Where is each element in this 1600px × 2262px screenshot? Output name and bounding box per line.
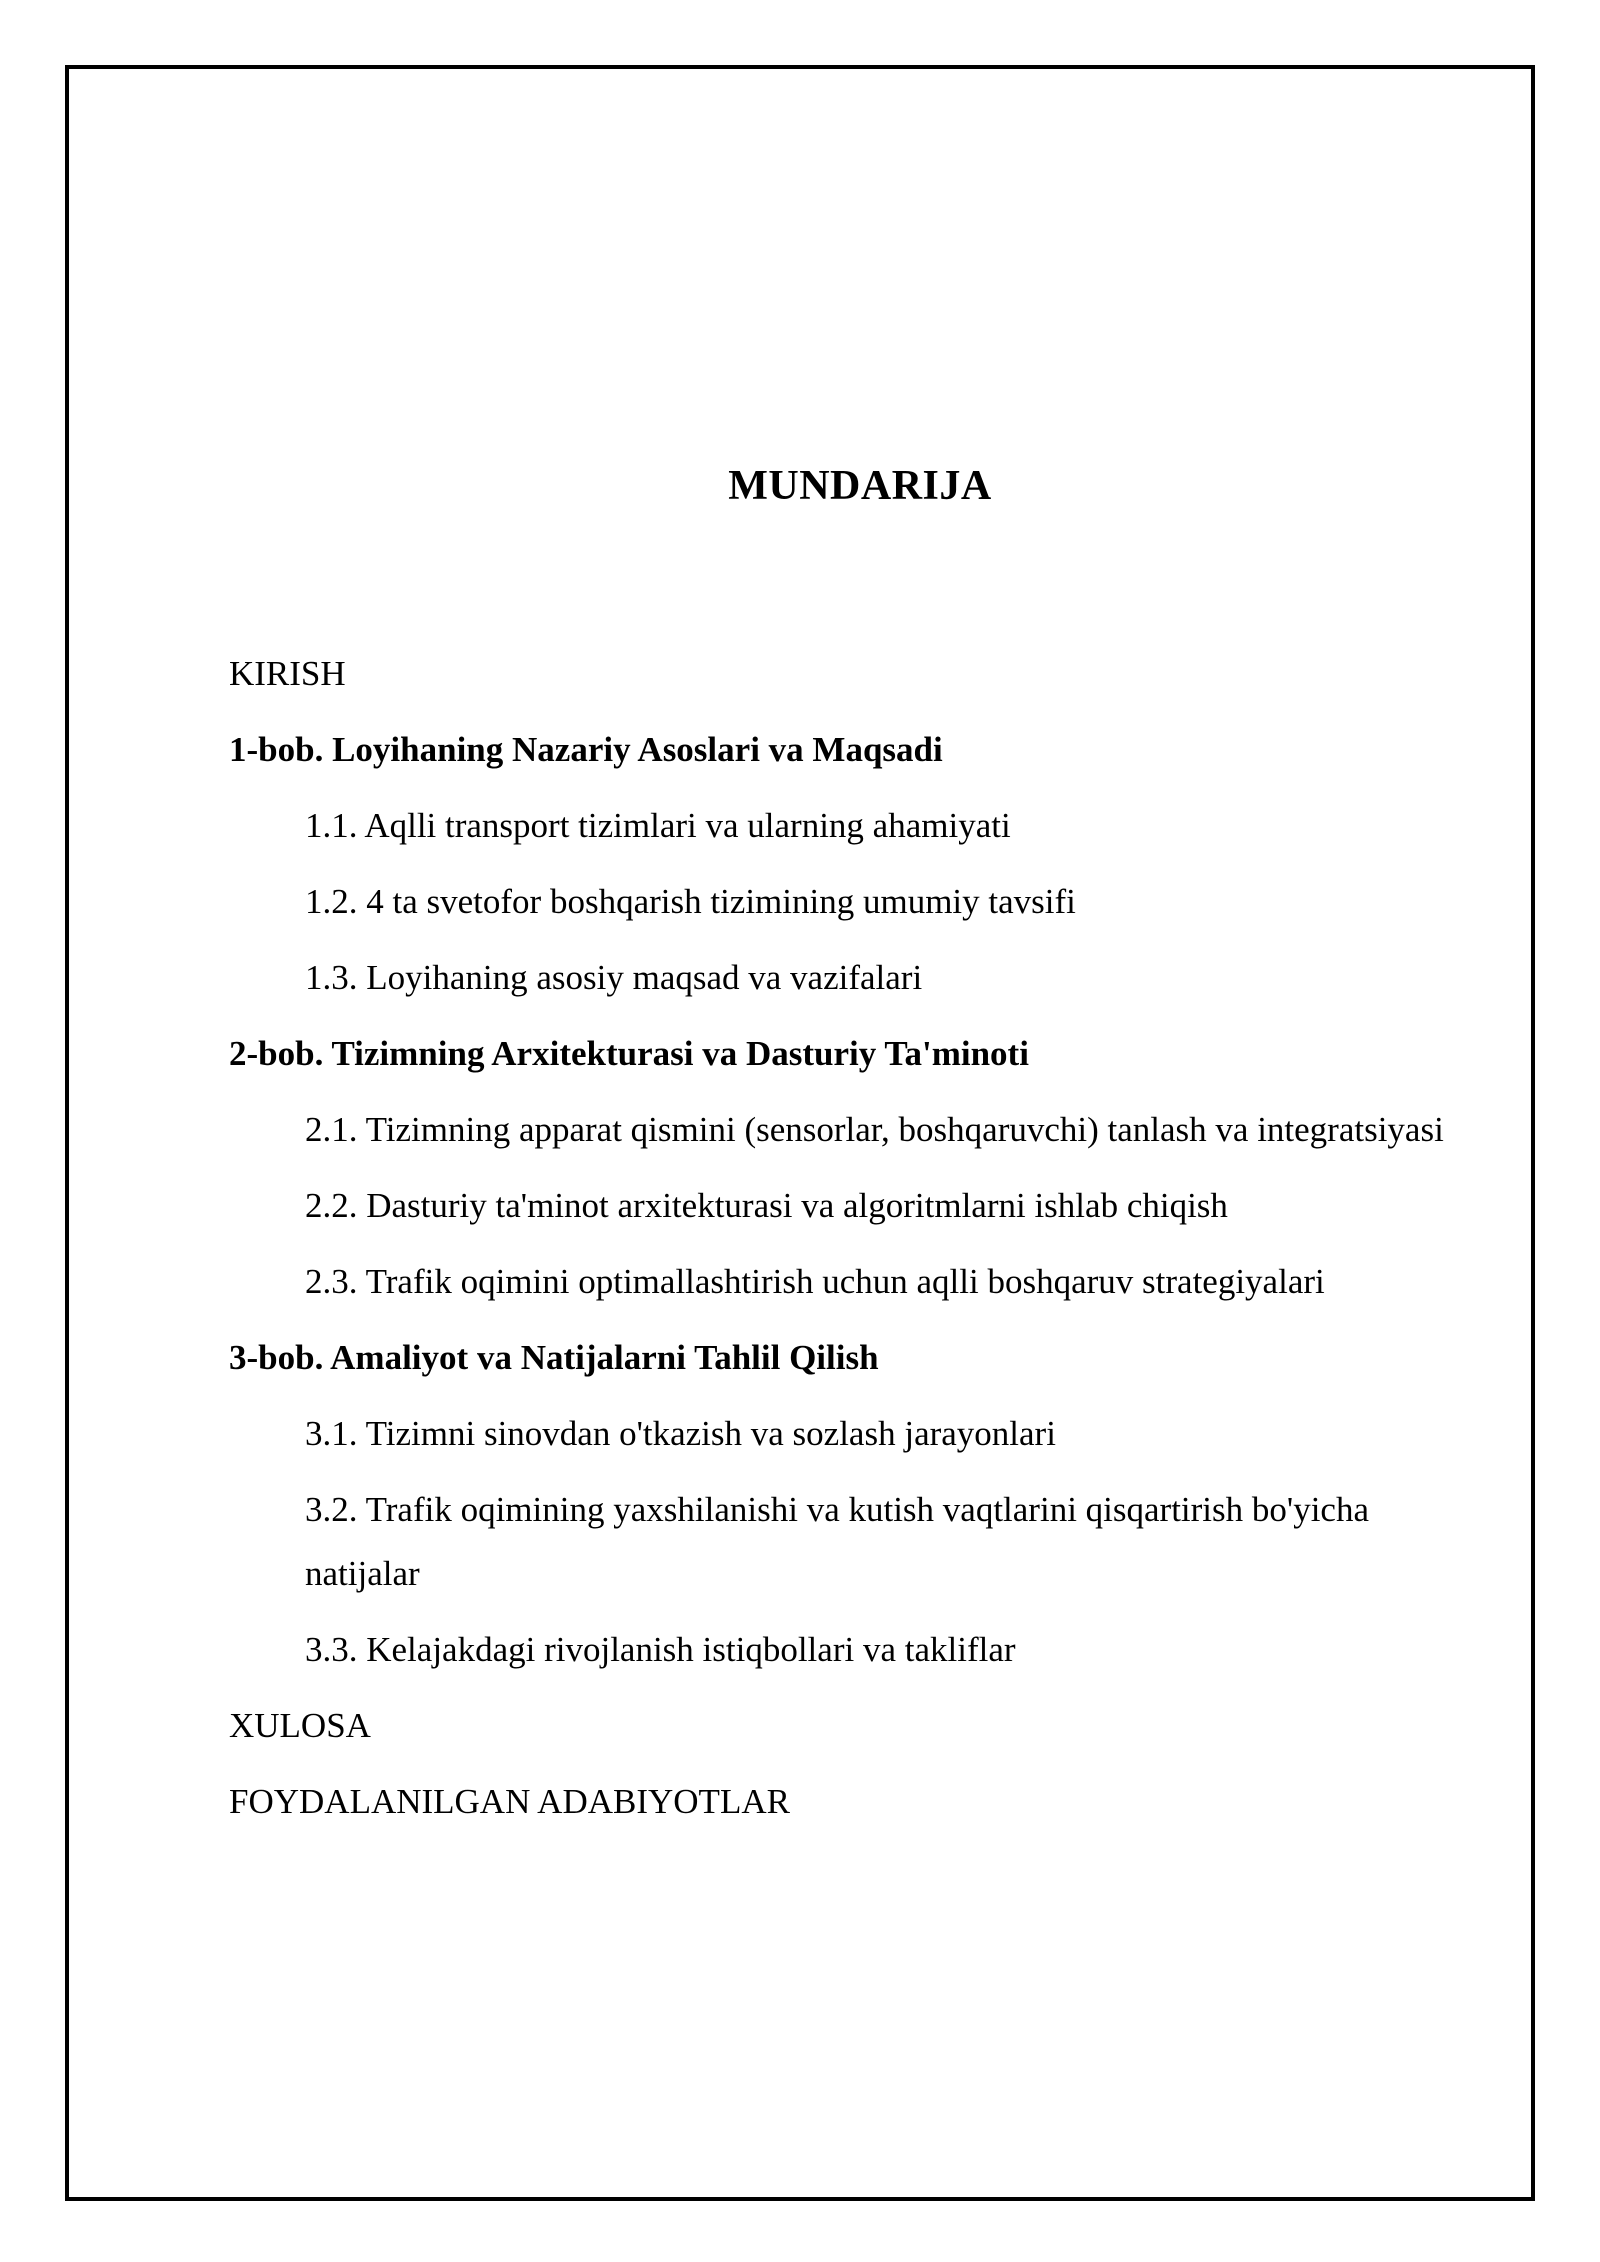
page-title: MUNDARIJA xyxy=(728,463,992,509)
toc-chapter-2: 2-bob. Tizimning Arxitekturasi va Dasturiy Ta'minoti xyxy=(229,1034,1029,1073)
toc-section-intro: KIRISH xyxy=(229,654,346,693)
toc-section-references: FOYDALANILGAN ADABIYOTLAR xyxy=(229,1782,790,1821)
toc-item-1-2: 1.2. 4 ta svetofor boshqarish tizimining umumiy tavsifi xyxy=(305,882,1076,921)
toc-item-3-2: 3.2. Trafik oqimining yaxshilanishi va kutish vaqtlarini qisqartirish bo'yicha natijalar xyxy=(305,1490,1369,1593)
toc-item-3-3: 3.3. Kelajakdagi rivojlanish istiqbollari va takliflar xyxy=(305,1630,1016,1669)
toc-section-conclusion: XULOSA xyxy=(229,1706,371,1745)
toc-item-3-1: 3.1. Tizimni sinovdan o'tkazish va sozlash jarayonlari xyxy=(305,1414,1056,1453)
toc-item-2-3: 2.3. Trafik oqimini optimallashtirish uchun aqlli boshqaruv strategiyalari xyxy=(305,1262,1325,1301)
toc-chapter-1: 1-bob. Loyihaning Nazariy Asoslari va Maqsadi xyxy=(229,730,943,769)
toc-item-1-1: 1.1. Aqlli transport tizimlari va ularning ahamiyati xyxy=(305,806,1011,845)
toc-chapter-3: 3-bob. Amaliyot va Natijalarni Tahlil Qilish xyxy=(229,1338,879,1377)
toc-item-2-1: 2.1. Tizimning apparat qismini (sensorlar, boshqaruvchi) tanlash va integratsiyasi xyxy=(305,1110,1444,1149)
toc-item-1-3: 1.3. Loyihaning asosiy maqsad va vazifalari xyxy=(305,958,923,997)
toc-item-2-2: 2.2. Dasturiy ta'minot arxitekturasi va algoritmlarni ishlab chiqish xyxy=(305,1186,1228,1225)
table-of-contents xyxy=(229,642,1479,1846)
